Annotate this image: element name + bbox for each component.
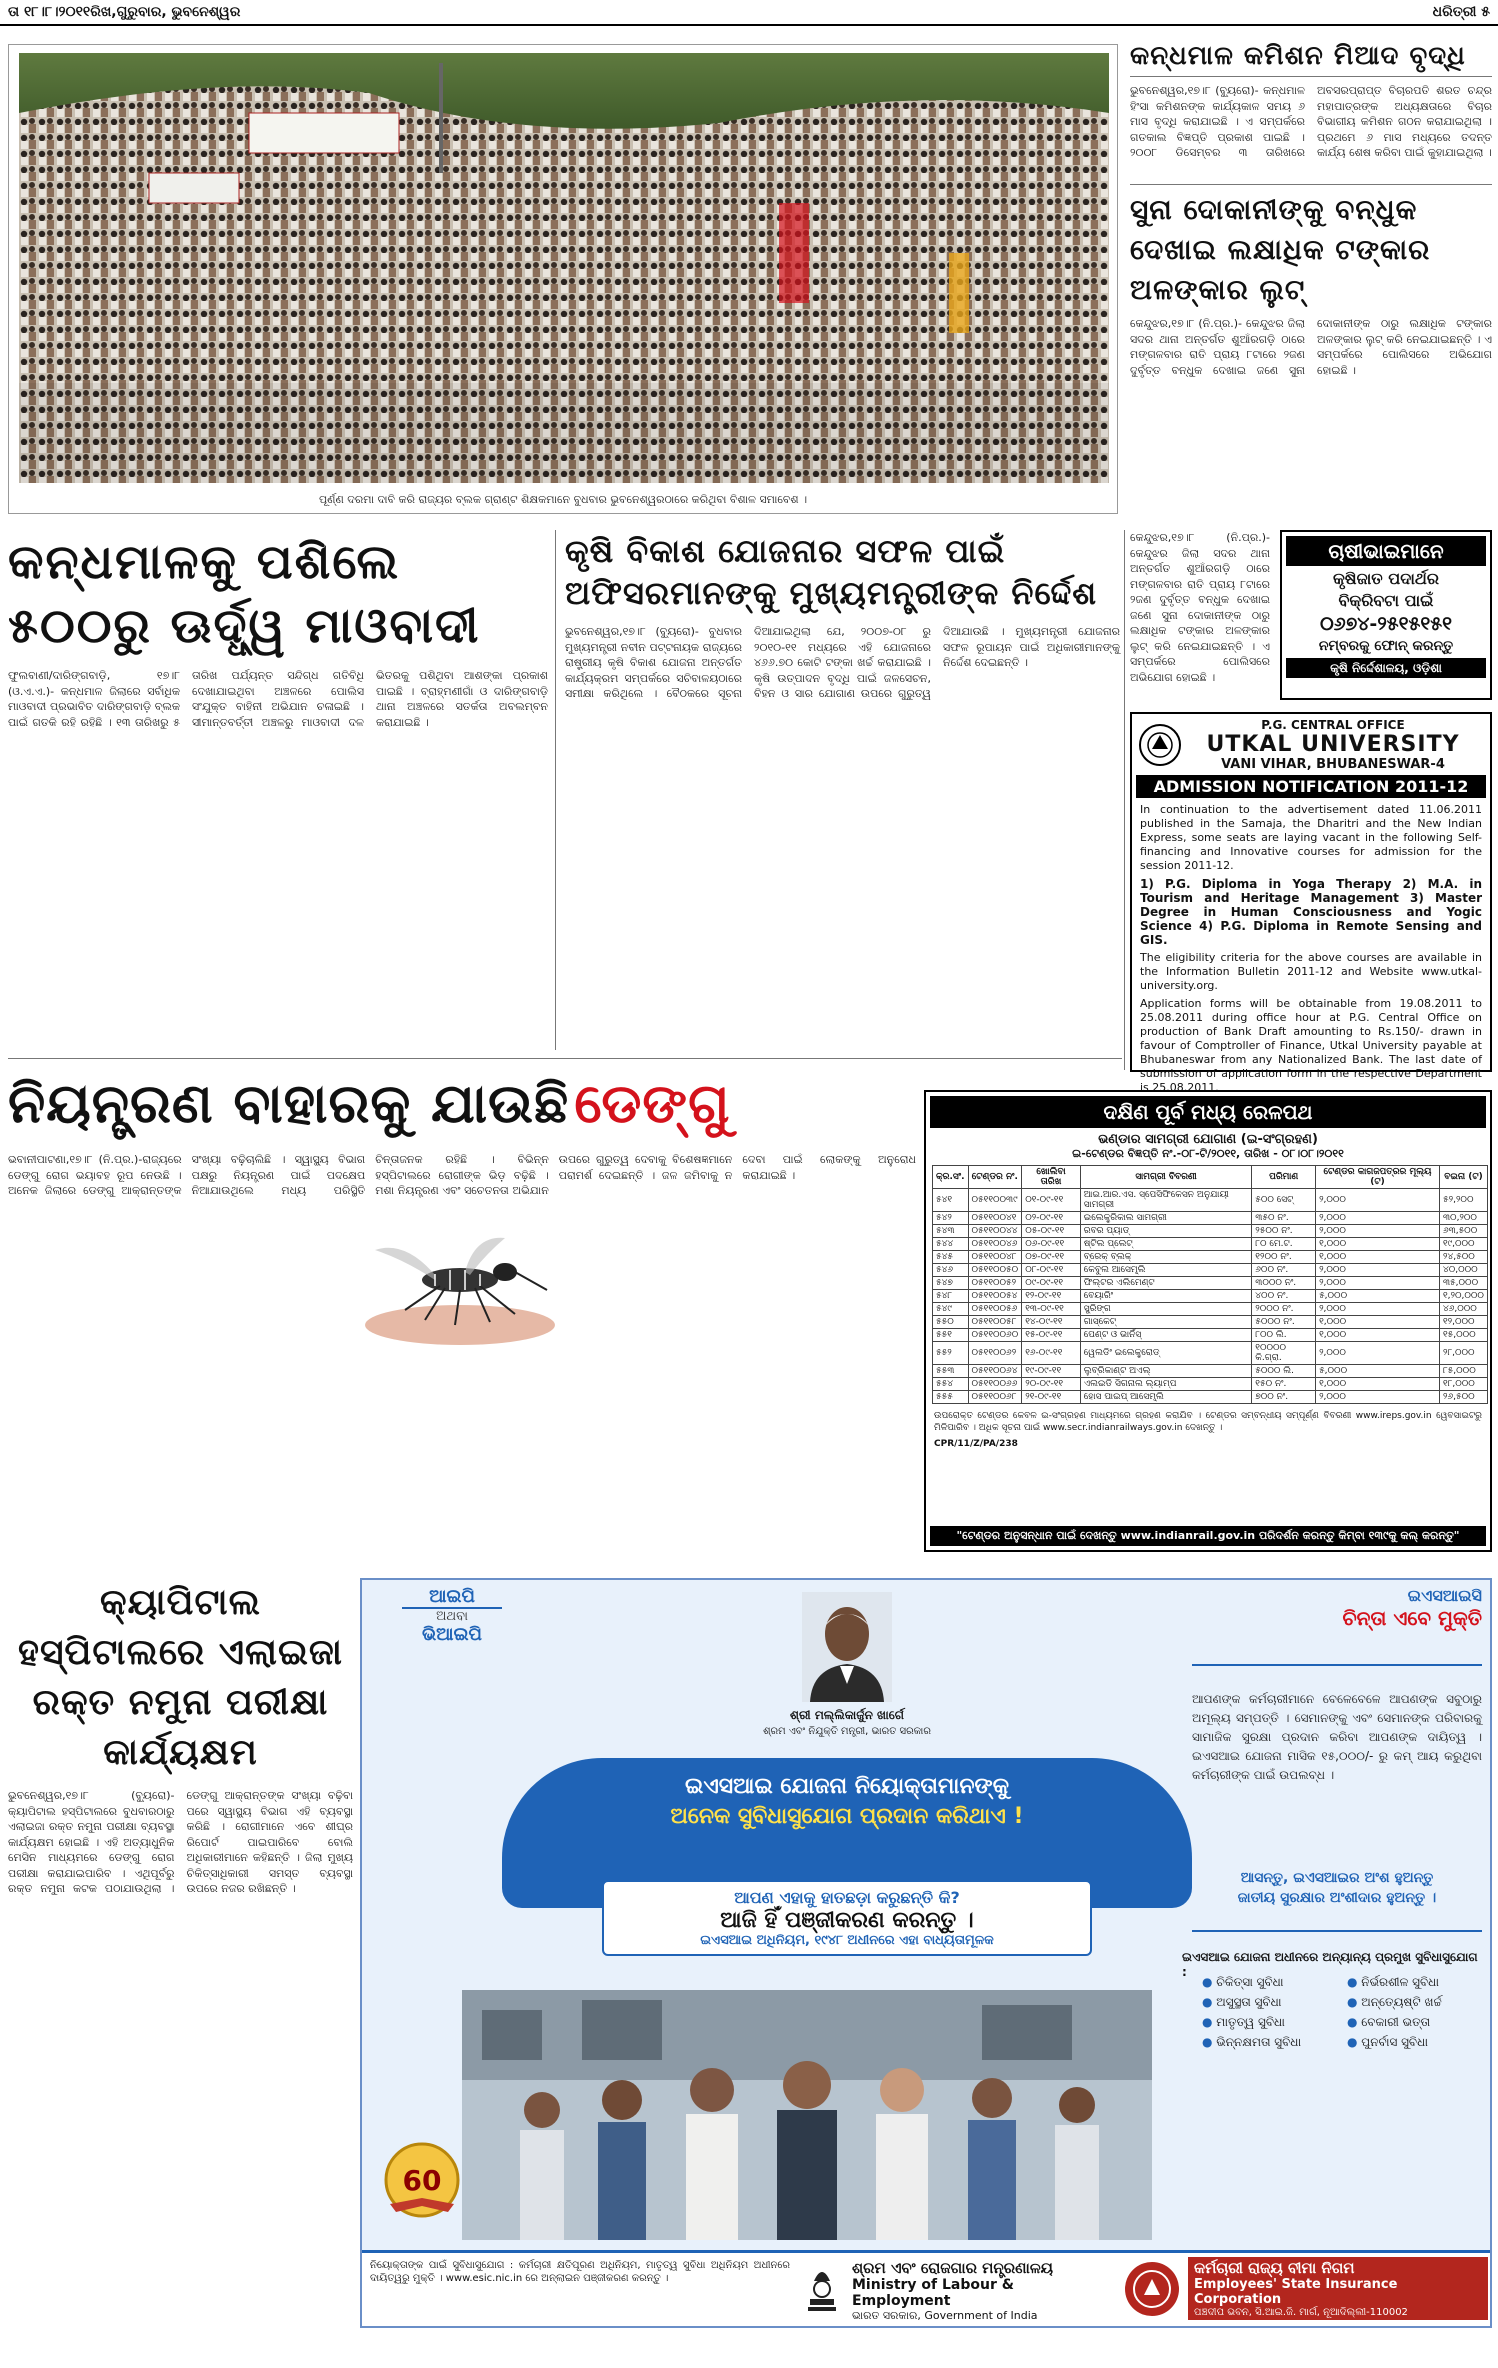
tender-cell: ୫,୦୦୦	[1316, 1290, 1440, 1303]
tender-cell: ୮୦ ମେ.ଟ.	[1252, 1238, 1316, 1251]
tender-cell: ଗାସ୍କେଟ୍	[1080, 1316, 1252, 1329]
farmer-box-line: ନମ୍ବରକୁ ଫୋନ୍ କରନ୍ତୁ	[1318, 638, 1454, 654]
bullet-icon: ●	[1347, 1975, 1362, 1989]
tender-cell: ୧,୦୦୦	[1316, 1316, 1440, 1329]
farmer-box-footer: କୃଷି ନିର୍ଦ୍ଦେଶାଳୟ, ଓଡ଼ିଶା	[1286, 658, 1486, 678]
tender-row	[933, 1365, 1488, 1378]
tender-cell: ୧,୨୦,୦୦୦	[1439, 1290, 1487, 1303]
tender-row	[933, 1391, 1488, 1404]
story-headline: ନିୟନ୍ତ୍ରଣ ବାହାରକୁ ଯାଉଛି	[8, 1072, 570, 1135]
story-headline: କନ୍ଧମାଳକୁ ପଶିଲେ ୫୦୦ରୁ ଊର୍ଦ୍ଧ୍ୱ ମାଓବାଦୀ	[8, 534, 481, 654]
ornament-divider	[1192, 1664, 1482, 1678]
mosquito-image	[365, 1230, 555, 1340]
story-maoists	[8, 530, 548, 1050]
benefit-item	[1202, 1972, 1337, 1992]
story-jewellery-continued: କେନ୍ଦୁଝର,୧୭।୮ (ନି.ପ୍ର.)- କେନ୍ଦୁଝର ଜିଲା ସଦର ଥାନା ଅନ୍ତର୍ଗତ ଶୁଆଁରଗଡ଼ି ଠାରେ ମଙ୍ଗଳବାର ରାତି ପ୍ରାୟ ୮ଟାରେ ୨ଜଣ ଦୁର୍ବୃତ୍ତ ବନ୍ଧୁକ ଦେଖାଇ ଜଣେ ସୁନା ଦୋକାନୀଙ୍କ ଠାରୁ ଲକ୍ଷାଧିକ ଟଙ୍କାର ଅଳଙ୍କାର ଲୁଟ୍ କରି ନେଇଯାଇଛନ୍ତି । ଏ ସମ୍ପର୍କରେ ପୋଲିସରେ ଅଭିଯୋଗ ହୋଇଛି ।	[1130, 531, 1270, 684]
tender-cell: ୧୩-୦୯-୧୧	[1022, 1303, 1081, 1316]
bullet-icon: ●	[1347, 2015, 1362, 2029]
tender-cell: ୮୦୦ ଲି.	[1252, 1329, 1316, 1342]
tender-cell: ୩୦,୨୦୦	[1439, 1212, 1487, 1225]
benefit-label: ଅନ୍ତ୍ୟେଷ୍ଟି ଖର୍ଚ୍ଚ	[1361, 1995, 1442, 2009]
rail-fine-print: ଉପରୋକ୍ତ ଟେଣ୍ଡର କେବଳ ଇ-ସଂଗ୍ରହଣ ମାଧ୍ୟମରେ ଗ୍ରହଣ କରାଯିବ । ଟେଣ୍ଡର ସମ୍ବନ୍ଧୀୟ ସମ୍ପୂର୍ଣ୍ଣ ବିବରଣୀ www.ireps.gov.in ୱେବସାଇଟରୁ ମିଳିପାରିବ । ଅଧିକ ସୂଚନା ପାଇଁ www.secr.indianrailways.gov.in ଦେଖନ୍ତୁ ।	[934, 1411, 1482, 1433]
tender-cell: ୫୦୦୦ ନଂ.	[1252, 1316, 1316, 1329]
tender-cell: ୦୫-୦୯-୧୧	[1022, 1225, 1081, 1238]
anniversary-number: 60	[402, 2164, 442, 2197]
tender-cell: ୨୮,୦୦୦	[1439, 1342, 1487, 1365]
rail-ad-code: CPR/11/Z/PA/238	[934, 1439, 1018, 1449]
tender-cell: ୦୧-୦୯-୧୧	[1022, 1189, 1081, 1212]
banner-line: ଇଏସଆଇ ଯୋଜନା ନିୟୋକ୍ତାମାନଙ୍କୁ	[685, 1774, 1009, 1799]
rally-photo-box	[8, 44, 1118, 514]
tender-cell: ୧୫-୦୯-୧୧	[1022, 1329, 1081, 1342]
tender-column-header: କ୍ର.ସଂ.	[933, 1166, 969, 1189]
univ-name: UTKAL UNIVERSITY	[1206, 732, 1460, 757]
story-kandhamal-commission	[1130, 40, 1492, 180]
esic-cta-line: ଜାତୀୟ ସୁରକ୍ଷାର ଅଂଶୀଦାର ହୁଅନ୍ତୁ ।	[1237, 1890, 1437, 1906]
tender-cell: ଲୁବ୍ରିକାଣ୍ଟ ଅଏଲ୍	[1080, 1365, 1252, 1378]
tender-cell: ୫୪୮	[933, 1290, 969, 1303]
tender-cell: ୧୫୦ ନଂ.	[1252, 1378, 1316, 1391]
tender-cell: ୫୫୨	[933, 1342, 969, 1365]
esi-footer-text: ନିୟୋକ୍ତାଙ୍କ ପାଇଁ ସୁବିଧାସୁଯୋଗ : କର୍ମଚାରୀ କ୍ଷତିପୂରଣ ଅଧିନିୟମ, ମାତୃତ୍ୱ ସୁବିଧା ଅଧିନିୟମ ଅଧୀନରେ ଦାୟିତ୍ୱରୁ ମୁକ୍ତି । www.esic.nic.in ରେ ଅନ୍ଲାଇନ ପଞ୍ଜୀକରଣ କରନ୍ତୁ ।	[370, 2260, 790, 2284]
tender-cell: ୦୫୧୧୦୦୬୮	[968, 1391, 1022, 1404]
tender-cell: ଆଇ.ଆର.ଏସ. ସ୍ପେସିଫିକେସନ ଅନୁଯାୟୀ ସାମଗ୍ରୀ	[1080, 1189, 1252, 1212]
corporation-english: Employees' State Insurance Corporation	[1194, 2277, 1398, 2307]
tender-cell: ୦୫୧୧୦୦୫୬	[968, 1303, 1022, 1316]
tender-cell: ୫୨,୨୦୦	[1439, 1189, 1487, 1212]
tender-cell: ୦୫୧୧୦୦୪୬	[968, 1238, 1022, 1251]
tender-cell: ୦୫୧୧୦୦୬୬	[968, 1378, 1022, 1391]
farmer-box-line: ବିକ୍ରିବଟା ପାଇଁ	[1338, 591, 1434, 610]
story-body: କେନ୍ଦୁଝର,୧୭।୮ (ନି.ପ୍ର.)- କେନ୍ଦୁଝର ଜିଲା ସଦର ଥାନା ଅନ୍ତର୍ଗତ ଶୁଆଁରଗଡ଼ି ଠାରେ ମଙ୍ଗଳବାର ରାତି ପ୍ରାୟ ୮ଟାରେ ୨ଜଣ ଦୁର୍ବୃତ୍ତ ବନ୍ଧୁକ ଦେଖାଇ ଜଣେ ସୁନା ଦୋକାନୀଙ୍କ ଠାରୁ ଲକ୍ଷାଧିକ ଟଙ୍କାର ଅଳଙ୍କାର ଲୁଟ୍ କରି ନେଇଯାଇଛନ୍ତି । ଏ ସମ୍ପର୍କରେ ପୋଲିସରେ ଅଭିଯୋଗ ହୋଇଛି ।	[1130, 317, 1492, 377]
tender-cell: ୫୪୧	[933, 1189, 969, 1212]
tender-cell: ୦୫୧୧୦୦୫୪	[968, 1290, 1022, 1303]
tender-cell: ୧୯-୦୯-୧୧	[1022, 1365, 1081, 1378]
univ-para: The eligibility criteria for the above courses are available in the Information Bulletin 2011-12 and Website www.utkal-university.org.	[1140, 951, 1482, 992]
univ-courses: 1) P.G. Diploma in Yoga Therapy 2) M.A. in Tourism and Heritage Management 3) Master Degree in Human Consciousness and Yogic Science 4) P.G. Diploma in Remote Sensing and GIS.	[1140, 877, 1482, 947]
benefit-label: ପୁନର୍ବାସ ସୁବିଧା	[1361, 2035, 1428, 2049]
tender-cell: ଇଲେକ୍ଟ୍ରିକାଲ ସାମଗ୍ରୀ	[1080, 1212, 1252, 1225]
story-headline: ସୁନା ଦୋକାନୀଙ୍କୁ ବନ୍ଧୁକ ଦେଖାଇ ଲକ୍ଷାଧିକ ଟଙ୍କାର ଅଳଙ୍କାର ଲୁଟ୍	[1130, 193, 1431, 306]
story-krishi	[565, 530, 1120, 1050]
tender-cell: ରବର ପ୍ୟାଡ୍	[1080, 1225, 1252, 1238]
page-number: ଧରିତ୍ରୀ ୫	[1432, 4, 1490, 20]
ashoka-emblem-icon	[802, 2259, 842, 2319]
tender-cell: ୨,୦୦୦	[1316, 1303, 1440, 1316]
tender-row	[933, 1264, 1488, 1277]
tender-cell: ୨,୦୦୦	[1316, 1212, 1440, 1225]
story-body: ଭୁବନେଶ୍ୱର,୧୭।୮ (ବ୍ୟୁରୋ)- କନ୍ଧମାଳ ହିଂସା କମିଶନଙ୍କ କାର୍ଯ୍ୟକାଳ ସମୟ ୬ ମାସ ବୃଦ୍ଧି କରାଯାଇଛି । ଏ ସମ୍ପର୍କରେ ଗତକାଲ ବିଜ୍ଞପ୍ତି ପ୍ରକାଶ ପାଇଛି । ୨୦୦୮ ଡିସେମ୍ବର ୩ ତାରିଖରେ ଅବସରପ୍ରାପ୍ତ ବିଚାରପତି ଶରତ ଚନ୍ଦ୍ର ମହାପାତ୍ରଙ୍କ ଅଧ୍ୟକ୍ଷତାରେ ବିଚାର ବିଭାଗୀୟ କମିଶନ ଗଠନ କରାଯାଇଥିଲା । ପ୍ରଥମେ ୬ ମାସ ମଧ୍ୟରେ ତଦନ୍ତ କାର୍ଯ୍ୟ ଶେଷ କରିବା ପାଇଁ କୁହାଯାଇଥିଲା ।	[1130, 84, 1492, 159]
benefit-item	[1202, 2012, 1337, 2032]
tender-row	[933, 1189, 1488, 1212]
tender-cell: ୦୫୧୧୦୦୫୮	[968, 1316, 1022, 1329]
tender-cell: ୪୦୦ ନଂ.	[1252, 1290, 1316, 1303]
tender-cell: ୫୪୫	[933, 1251, 969, 1264]
workers-group-photo	[462, 1990, 1152, 2240]
utkal-university-ad	[1130, 712, 1492, 1094]
benefit-label: ଭିନ୍ନକ୍ଷମତା ସୁବିଧା	[1216, 2035, 1302, 2049]
bullet-icon: ●	[1347, 1995, 1362, 2009]
dengue-headline	[8, 1070, 916, 1138]
tender-row	[933, 1316, 1488, 1329]
tender-cell: ୨,୦୦୦	[1316, 1391, 1440, 1404]
tender-row	[933, 1290, 1488, 1303]
tender-cell: ୨,୦୦୦	[1316, 1277, 1440, 1290]
tender-cell: ୨,୦୦୦	[1316, 1264, 1440, 1277]
tender-row	[933, 1277, 1488, 1290]
univ-para: Application forms will be obtainable from 19.08.2011 to 25.08.2011 during office hour at P.G. Central Office on production of Bank Draft amounting to Rs.150/- drawn in favour of Comptroller of Finance, Utkal University payable at Bhubaneswar from any Nationalized Bank. The last date of submission of application form in the respective Department is 25.08.2011.	[1140, 997, 1482, 1094]
tender-cell: ୫୫୪	[933, 1378, 969, 1391]
tender-row	[933, 1225, 1488, 1238]
bullet-icon: ●	[1202, 1975, 1217, 1989]
story-body: ଭୁବନେଶ୍ୱର,୧୭।୮ (ବ୍ୟୁରୋ)- କ୍ୟାପିଟାଲ ହସ୍ପିଟାଲରେ ବୁଧବାରଠାରୁ ଏଲାଇଜା ରକ୍ତ ନମୁନା ପରୀକ୍ଷା ବ୍ୟବସ୍ଥା କାର୍ଯ୍ୟକ୍ଷମ ହୋଇଛି । ଏହି ଅତ୍ୟାଧୁନିକ ମେସିନ ମାଧ୍ୟମରେ ଡେଙ୍ଗୁ ରୋଗ ପରୀକ୍ଷା କରାଯାଇପାରିବ । ଏଥିପୂର୍ବରୁ ରକ୍ତ ନମୁନା କଟକ ପଠାଯାଉଥିଲା । ଡେଙ୍ଗୁ ଆକ୍ରାନ୍ତଙ୍କ ସଂଖ୍ୟା ବଢ଼ିବା ପରେ ସ୍ୱାସ୍ଥ୍ୟ ବିଭାଗ ଏହି ବ୍ୟବସ୍ଥା କରିଛି । ରୋଗୀମାନେ ଏବେ ଶୀଘ୍ର ରିପୋର୍ଟ ପାଇପାରିବେ ବୋଲି ଅଧିକାରୀମାନେ କହିଛନ୍ତି । ଜିଲା ମୁଖ୍ୟ ଚିକିତ୍ସାଧିକାରୀ ସମସ୍ତ ବ୍ୟବସ୍ଥା ଉପରେ ନଜର ରଖିଛନ୍ତି ।	[8, 1789, 353, 1895]
tender-cell: ୬୩,୫୦୦	[1439, 1225, 1487, 1238]
tender-cell: ୦୫୧୧୦୦୫୨	[968, 1277, 1022, 1290]
farmer-helpline-box	[1280, 530, 1492, 700]
tender-cell: ୧୬-୦୯-୧୧	[1022, 1342, 1081, 1365]
tender-table-header	[933, 1166, 1488, 1189]
tender-cell: ୫୫୫	[933, 1391, 969, 1404]
university-emblem-icon	[1138, 723, 1182, 767]
tender-cell: ବ୍ରେକ୍ ବ୍ଲକ୍	[1080, 1251, 1252, 1264]
tender-column-header: ସାମଗ୍ରୀ ବିବରଣୀ	[1080, 1166, 1252, 1189]
esi-question: ଆପଣ ଏହାକୁ ହାତଛଡ଼ା କରୁଛନ୍ତି କି?	[734, 1888, 960, 1907]
rail-ad-footer: "ଟେଣ୍ଡର ଅନୁସନ୍ଧାନ ପାଇଁ ଦେଖନ୍ତୁ www.indianrail.gov.in ପରିଦର୍ଶନ କରନ୍ତୁ କିମ୍ବା ୧୩୯କୁ କଲ୍ କରନ୍ତୁ"	[930, 1526, 1486, 1546]
univ-office: P.G. CENTRAL OFFICE	[1261, 718, 1405, 732]
esic-tag: ଇଏସଆଇସି	[1407, 1586, 1482, 1605]
story-body: ଫୁଲବାଣୀ/ଦାରିଙ୍ଗବାଡ଼ି, ୧୭।୮ (ଓ.ଏ.ଏ.)- କନ୍ଧମାଳ ଜିଲାରେ ସର୍ବାଧିକ ମାଓବାଦୀ ପ୍ରଭାବିତ ଦାରିଙ୍ଗବାଡ଼ି ବ୍ଲକ ପାଇଁ ଗତକି ରହି ରହିଛି । ୧୩ ତାରିଖରୁ ୫ ତାରିଖ ପର୍ଯ୍ୟନ୍ତ ସନ୍ଦିଗ୍ଧ ଗତିବିଧି ଦେଖାଯାଇଥିବା ଅଞ୍ଚଳରେ ପୋଲିସ ସଂଯୁକ୍ତ ବାହିନୀ ଅଭିଯାନ ଚଳାଇଛି । ସୀମାନ୍ତବର୍ତ୍ତୀ ଅଞ୍ଚଳରୁ ମାଓବାଦୀ ଦଳ ଭିତରକୁ ପଶିଥିବା ଆଶଙ୍କା ପ୍ରକାଶ ପାଇଛି । ବ୍ରାହ୍ମଣୀଗାଁ ଓ ଦାରିଙ୍ଗବାଡ଼ି ଥାନା ଅଞ୍ଚଳରେ ସତର୍କତା ଅବଲମ୍ବନ କରାଯାଇଛି ।	[8, 669, 548, 729]
tender-row	[933, 1251, 1488, 1264]
tender-cell: ୫୫୩	[933, 1365, 969, 1378]
bullet-icon: ●	[1202, 1995, 1217, 2009]
tender-cell: ୨୬,୫୦୦	[1439, 1391, 1487, 1404]
tender-cell: ୫୦୦ ସେଟ୍	[1252, 1189, 1316, 1212]
tender-row	[933, 1378, 1488, 1391]
tender-cell: ୦୫୧୧୦୦୩୯	[968, 1189, 1022, 1212]
tender-cell: ୧,୦୦୦	[1316, 1238, 1440, 1251]
tender-cell: ବେୟାରିଂ	[1080, 1290, 1252, 1303]
tender-cell: ୪୦,୦୦୦	[1439, 1264, 1487, 1277]
tender-cell: ୦୫୧୧୦୦୪୧	[968, 1212, 1022, 1225]
tender-cell: ୦୫୧୧୦୦୪୪	[968, 1225, 1022, 1238]
rail-ad-title: ଦକ୍ଷିଣ ପୂର୍ବ ମଧ୍ୟ ରେଳପଥ	[930, 1096, 1486, 1128]
univ-para: In continuation to the advertisement dated 11.06.2011 published in the Samaja, the Dharitri and the New Indian Express, some seats are laying vacant in the following Self-financing and Innovative courses for admission for the session 2011-12.	[1140, 803, 1482, 872]
publication-date: ତା ୧୮।୮।୨୦୧୧ରିଖ,ଗୁରୁବାର, ଭୁବନେଶ୍ୱର	[8, 4, 241, 20]
divider	[8, 1058, 1122, 1059]
tender-column-header: ପରିମାଣ	[1252, 1166, 1316, 1189]
corporation-block	[1188, 2257, 1488, 2320]
tender-cell: ୧୪-୦୯-୧୧	[1022, 1316, 1081, 1329]
tender-cell: ୫୪୨	[933, 1212, 969, 1225]
tender-cell: ୦୫୧୧୦୦୪୮	[968, 1251, 1022, 1264]
esi-cta: ଆଜି ହିଁ ପଞ୍ଜୀକରଣ କରନ୍ତୁ ।	[720, 1908, 974, 1933]
esi-scheme-ad	[360, 1578, 1492, 2328]
bullet-icon: ●	[1202, 2015, 1217, 2029]
tender-cell: ପେଣ୍ଟ ଓ ଭାର୍ନିସ୍	[1080, 1329, 1252, 1342]
story-headline: କୃଷି ବିକାଶ ଯୋଜନାର ସଫଳ ପାଇଁ ଅଫିସରମାନଙ୍କୁ ମୁଖ୍ୟମନ୍ତ୍ରୀଙ୍କ ନିର୍ଦ୍ଦେଶ	[565, 532, 1098, 612]
photo-caption: ପୂର୍ଣ୍ଣ ଦରମା ଦାବି କରି ରାଜ୍ୟର ବ୍ଲକ ଗ୍ରାଣ୍ଟ ଶିକ୍ଷକମାନେ ବୁଧବାର ଭୁବନେଶ୍ୱରଠାରେ କରିଥିବା ବିଶାଳ ସମାବେଶ ।	[318, 493, 808, 506]
tender-column-header: ଟେଣ୍ଡର ନଂ.	[968, 1166, 1022, 1189]
story-jewellery-loot	[1130, 190, 1492, 530]
benefit-label: ବେକାରୀ ଭତ୍ତା	[1361, 2015, 1431, 2029]
tender-row	[933, 1329, 1488, 1342]
tender-cell: ୨୦୦୦ ନଂ.	[1252, 1303, 1316, 1316]
esi-tag: ଭିଆଇପି	[421, 1624, 483, 1645]
tender-cell: ୨୫୦୦ ନଂ.	[1252, 1225, 1316, 1238]
tender-cell: ୦୨-୦୯-୧୧	[1022, 1212, 1081, 1225]
page-header	[0, 0, 1498, 26]
tender-cell: ୦୯-୦୯-୧୧	[1022, 1277, 1081, 1290]
tender-cell: ୫୫୦	[933, 1316, 969, 1329]
story-headline-red: ଡେଙ୍ଗୁ	[574, 1072, 731, 1135]
benefit-label: ଚିକିତ୍ସା ସୁବିଧା	[1216, 1975, 1284, 1989]
esi-question-box	[602, 1880, 1092, 1956]
tender-cell: ୫,୦୦୦	[1316, 1365, 1440, 1378]
tender-cell: ୫୪୬	[933, 1264, 969, 1277]
tender-cell: ୫୪୯	[933, 1303, 969, 1316]
tender-cell: ୦୭-୦୯-୧୧	[1022, 1251, 1081, 1264]
tender-cell: ୨,୦୦୦	[1316, 1189, 1440, 1212]
esic-logo-icon	[1122, 2259, 1182, 2319]
tender-cell: ୦୫୧୧୦୦୬୪	[968, 1365, 1022, 1378]
esic-tag: ଚିନ୍ତା ଏବେ ମୁକ୍ତି	[1342, 1606, 1482, 1630]
story-headline: କ୍ୟାପିଟାଲ ହସ୍ପିଟାଲରେ ଏଲାଇଜା ରକ୍ତ ନମୁନା ପରୀକ୍ଷା କାର୍ଯ୍ୟକ୍ଷମ	[17, 1582, 344, 1773]
tender-cell: ୧,୦୦୦	[1316, 1329, 1440, 1342]
tender-cell: ଷ୍ଟିଲ ପ୍ଲେଟ୍	[1080, 1238, 1252, 1251]
benefit-item	[1347, 2012, 1482, 2032]
benefit-item	[1202, 2032, 1337, 2052]
tender-row	[933, 1212, 1488, 1225]
anniversary-badge-icon	[382, 2140, 462, 2220]
esic-cta-line: ଆସନ୍ତୁ, ଇଏସଆଇର ଅଂଶ ହୁଅନ୍ତୁ	[1240, 1870, 1434, 1886]
tender-row	[933, 1342, 1488, 1365]
corporation-address: ପଞ୍ଚଦୀପ ଭବନ, ସି.ଆଇ.ଜି. ମାର୍ଗ, ନୂଆଦିଲ୍ଲୀ-110002	[1194, 2307, 1408, 2318]
tender-cell: ୫୪୩	[933, 1225, 969, 1238]
tender-cell: ୧୯,୦୦୦	[1439, 1238, 1487, 1251]
tender-cell: ୨୧-୦୯-୧୧	[1022, 1391, 1081, 1404]
tender-cell: ୪୬,୦୦୦	[1439, 1303, 1487, 1316]
divider	[1130, 184, 1492, 185]
tender-cell: ୩୫,୦୦୦	[1439, 1277, 1487, 1290]
tender-cell: ୧୨,୦୦୦	[1439, 1316, 1487, 1329]
ornament-divider	[1192, 1930, 1482, 1944]
tender-cell: ୫୪୭	[933, 1277, 969, 1290]
tender-row	[933, 1303, 1488, 1316]
tender-cell: ୫୪୪	[933, 1238, 969, 1251]
railway-tender-ad	[924, 1090, 1492, 1552]
farmer-box-title: ଚାଷୀଭାଇମାନେ	[1286, 536, 1486, 566]
tender-cell: ୫୦୦୦ ଲି.	[1252, 1365, 1316, 1378]
story-headline: କନ୍ଧମାଳ କମିଶନ ମିଆଦ ବୃଦ୍ଧି	[1130, 40, 1492, 77]
benefit-item	[1202, 1992, 1337, 2012]
farmer-box-line: କୃଷିଜାତ ପଦାର୍ଥର	[1332, 569, 1440, 588]
esi-left-tags	[402, 1586, 502, 1645]
tender-table	[932, 1165, 1488, 1404]
tender-column-header: ବଇନା (ଟ)	[1439, 1166, 1487, 1189]
benefits-list	[1202, 1972, 1482, 2052]
esi-act: ଇଏସଆଇ ଅଧିନିୟମ, ୧୯୪୮ ଅଧୀନରେ ଏହା ବାଧ୍ୟତାମୂଳକ	[700, 1933, 994, 1948]
rail-notice-number: ଇ-ଟେଣ୍ଡର ବିଜ୍ଞପ୍ତି ନଂ.-୦୮-ଟି/୨୦୧୧, ତାରିଖ - ୦୮।୦୮।୨୦୧୧	[1072, 1147, 1344, 1160]
benefits-title: ଇଏସଆଇ ଯୋଜନା ଅଧୀନରେ ଅନ୍ୟାନ୍ୟ ପ୍ରମୁଖ ସୁବିଧାସୁଯୋଗ :	[1182, 1950, 1478, 1979]
tender-cell: ୨,୦୦୦	[1316, 1342, 1440, 1365]
tender-row	[933, 1238, 1488, 1251]
bullet-icon: ●	[1202, 2035, 1217, 2049]
tender-cell: ୨,୦୦୦	[1316, 1225, 1440, 1238]
tender-column-header: ଖୋଲିବା ତାରିଖ	[1022, 1166, 1081, 1189]
tender-cell: ୦୮-୦୯-୧୧	[1022, 1264, 1081, 1277]
minister-title: ଶ୍ରମ ଏବଂ ନିଯୁକ୍ତି ମନ୍ତ୍ରୀ, ଭାରତ ସରକାର	[763, 1726, 931, 1737]
benefit-label: ନିର୍ଭରଶୀଳ ସୁବିଧା	[1361, 1975, 1439, 1989]
esi-footer	[362, 2250, 1490, 2326]
divider	[1124, 530, 1125, 1070]
benefit-item	[1347, 1972, 1482, 1992]
tender-column-header: ଟେଣ୍ଡର କାଗଜପତ୍ରର ମୂଲ୍ୟ (ଟ)	[1316, 1166, 1440, 1189]
tender-cell: କେବୁଲ ଆସେମ୍ବ୍ଲି	[1080, 1264, 1252, 1277]
tender-cell: ୨୦-୦୯-୧୧	[1022, 1378, 1081, 1391]
minister-name: ଶ୍ରୀ ମଲ୍ଲିକାର୍ଜୁନ ଖାର୍ଗେ	[790, 1708, 904, 1722]
tender-cell: ୦୬-୦୯-୧୧	[1022, 1238, 1081, 1251]
story-body: ଭୁବନେଶ୍ୱର,୧୭।୮ (ବ୍ୟୁରୋ)- ବୁଧବାର ମୁଖ୍ୟମନ୍ତ୍ରୀ ନବୀନ ପଟ୍ଟନାୟକ ରାଜ୍ୟରେ ରାଷ୍ଟ୍ରୀୟ କୃଷି ବିକାଶ ଯୋଜନା ଅନ୍ତର୍ଗତ କାର୍ଯ୍ୟକ୍ରମ ସମ୍ପର୍କରେ ସଚିବାଳୟଠାରେ ସମୀକ୍ଷା କରିଥିଲେ । ବୈଠକରେ ସୂଚନା ଦିଆଯାଇଥିଲା ଯେ, ୨୦୦୭-୦୮ ରୁ ୨୦୧୦-୧୧ ମଧ୍ୟରେ ଏହି ଯୋଜନାରେ ୪୬୬.୭୦ କୋଟି ଟଙ୍କା ଖର୍ଚ୍ଚ କରାଯାଇଛି । କୃଷି ଉତ୍ପାଦନ ବୃଦ୍ଧି ପାଇଁ ଜଳସେଚନ, ବିହନ ଓ ସାର ଯୋଗାଣ ଉପରେ ଗୁରୁତ୍ୱ ଦିଆଯାଉଛି । ମୁଖ୍ୟମନ୍ତ୍ରୀ ଯୋଜନାର ସଫଳ ରୂପାୟନ ପାଇଁ ଅଧିକାରୀମାନଙ୍କୁ ନିର୍ଦ୍ଦେଶ ଦେଇଛନ୍ତି ।	[565, 625, 1120, 700]
tender-cell: ସ୍ପ୍ରିଙ୍ଗ	[1080, 1303, 1252, 1316]
rally-crowd-photo	[19, 53, 1109, 483]
farmer-phone-number: ୦୬୭୪-୨୫୧୫୧୫୧	[1319, 613, 1453, 635]
story-body: ଭବାନୀପାଟଣା,୧୭।୮ (ନି.ପ୍ର.)-ରାଜ୍ୟରେ ଡେଙ୍ଗୁ ରୋଗ ଭୟାବହ ରୂପ ନେଉଛି । ଅନେକ ଜିଲାରେ ଡେଙ୍ଗୁ ଆକ୍ରାନ୍ତଙ୍କ ସଂଖ୍ୟା ବଢ଼ିଚାଲିଛି । ସ୍ୱାସ୍ଥ୍ୟ ବିଭାଗ ପକ୍ଷରୁ ନିୟନ୍ତ୍ରଣ ପାଇଁ ପଦକ୍ଷେପ ନିଆଯାଉଥିଲେ ମଧ୍ୟ ପରିସ୍ଥିତି ଚିନ୍ତାଜନକ ରହିଛି । ବିଭିନ୍ନ ହସ୍ପିଟାଲରେ ରୋଗୀଙ୍କ ଭିଡ଼ ବଢ଼ିଛି । ମଶା ନିୟନ୍ତ୍ରଣ ଏବଂ ସଚେତନତା ଅଭିଯାନ ଉପରେ ଗୁରୁତ୍ୱ ଦେବାକୁ ବିଶେଷଜ୍ଞମାନେ ପରାମର୍ଶ ଦେଇଛନ୍ତି । ଜଳ ଜମିବାକୁ ନ ଦେବା ପାଇଁ ଲୋକଙ୍କୁ ଅନୁରୋଧ କରାଯାଇଛି ।	[8, 1153, 916, 1197]
minister-portrait	[802, 1592, 892, 1702]
admission-notice-title: ADMISSION NOTIFICATION 2011-12	[1136, 775, 1486, 798]
tender-cell: ୧,୦୦୦	[1316, 1378, 1440, 1391]
tender-cell: ୭୦୦ ନଂ.	[1252, 1391, 1316, 1404]
story-elisa	[8, 1578, 353, 2328]
tender-cell: ୧୮,୦୦୦	[1439, 1378, 1487, 1391]
ministry-odia: ଶ୍ରମ ଏବଂ ରୋଜଗାର ମନ୍ତ୍ରଣାଳୟ	[852, 2259, 1054, 2277]
tender-cell: ଏଲଇଡି ସିଗନାଲ ଲ୍ୟାମ୍ପ	[1080, 1378, 1252, 1391]
ministry-gov: ଭାରତ ସରକାର, Government of India	[852, 2309, 1038, 2322]
univ-address: VANI VIHAR, BHUBANESWAR-4	[1221, 757, 1445, 772]
esi-tag: ଅଥବା	[436, 1609, 468, 1624]
tender-cell: ୬୦୦ ନଂ.	[1252, 1264, 1316, 1277]
rail-ad-subtitle: ଭଣ୍ଡାର ସାମଗ୍ରୀ ଯୋଗାଣ (ଇ-ସଂଗ୍ରହଣ)	[1098, 1132, 1318, 1147]
benefit-label: ମାତୃତ୍ୱ ସୁବିଧା	[1216, 2015, 1285, 2029]
tender-cell: ୦୫୧୧୦୦୫୦	[968, 1264, 1022, 1277]
tender-cell: ୩୦୦୦ ନଂ.	[1252, 1277, 1316, 1290]
esi-tag: ଆଇପି	[402, 1586, 502, 1609]
benefit-item	[1347, 2032, 1482, 2052]
tender-cell: ୧୦୦୦୦ କି.ଗ୍ରା.	[1252, 1342, 1316, 1365]
benefit-item	[1347, 1992, 1482, 2012]
tender-cell: ୧,୦୦୦	[1316, 1251, 1440, 1264]
tender-cell: ୩୫୦ ନଂ.	[1252, 1212, 1316, 1225]
tender-cell: ୧୫,୦୦୦	[1439, 1329, 1487, 1342]
ministry-block	[852, 2259, 1112, 2323]
tender-cell: ୮୫,୦୦୦	[1439, 1365, 1487, 1378]
tender-cell: ୦୫୧୧୦୦୬୦	[968, 1329, 1022, 1342]
ministry-english: Ministry of Labour & Employment	[852, 2277, 1014, 2309]
tender-cell: ୧୨୦୦ ନଂ.	[1252, 1251, 1316, 1264]
tender-cell: ଫିଲ୍ଟର ଏଲିମେଣ୍ଟ	[1080, 1277, 1252, 1290]
benefit-label: ଅସୁସ୍ଥତା ସୁବିଧା	[1216, 1995, 1282, 2009]
tender-cell: ୦୫୧୧୦୦୬୨	[968, 1342, 1022, 1365]
tender-cell: ୧୨-୦୯-୧୧	[1022, 1290, 1081, 1303]
tender-cell: ୨୪,୫୦୦	[1439, 1251, 1487, 1264]
tender-cell: ୫୫୧	[933, 1329, 969, 1342]
esic-tagline	[1202, 1586, 1482, 1630]
bullet-icon: ●	[1347, 2035, 1362, 2049]
banner-line: ଅନେକ ସୁବିଧାସୁଯୋଗ ପ୍ରଦାନ କରିଥାଏ !	[670, 1804, 1024, 1829]
corporation-odia: କର୍ମଚାରୀ ରାଜ୍ୟ ବୀମା ନିଗମ	[1194, 2259, 1355, 2277]
esic-paragraph: ଆପଣଙ୍କ କର୍ମଚାରୀମାନେ ବେଳେବେଳେ ଆପଣଙ୍କ ସବୁଠାରୁ ଅମୂଲ୍ୟ ସମ୍ପତ୍ତି । ସେମାନଙ୍କୁ ଏବଂ ସେମାନଙ୍କ ପରିବାରକୁ ସାମାଜିକ ସୁରକ୍ଷା ପ୍ରଦାନ କରିବା ଆପଣଙ୍କ ଦାୟିତ୍ୱ । ଇଏସଆଇ ଯୋଜନା ମାସିକ ୧୫,୦୦୦/- ରୁ କମ୍ ଆୟ କରୁଥିବା କର୍ମଚାରୀଙ୍କ ପାଇଁ ଉପଲବ୍ଧ ।	[1192, 1692, 1482, 1782]
tender-cell: ୱେଲଡିଂ ଇଲେକ୍ଟ୍ରୋଡ୍	[1080, 1342, 1252, 1365]
divider	[555, 530, 556, 1050]
tender-cell: ହୋସ ପାଇପ୍ ଆସେମ୍ବ୍ଲି	[1080, 1391, 1252, 1404]
